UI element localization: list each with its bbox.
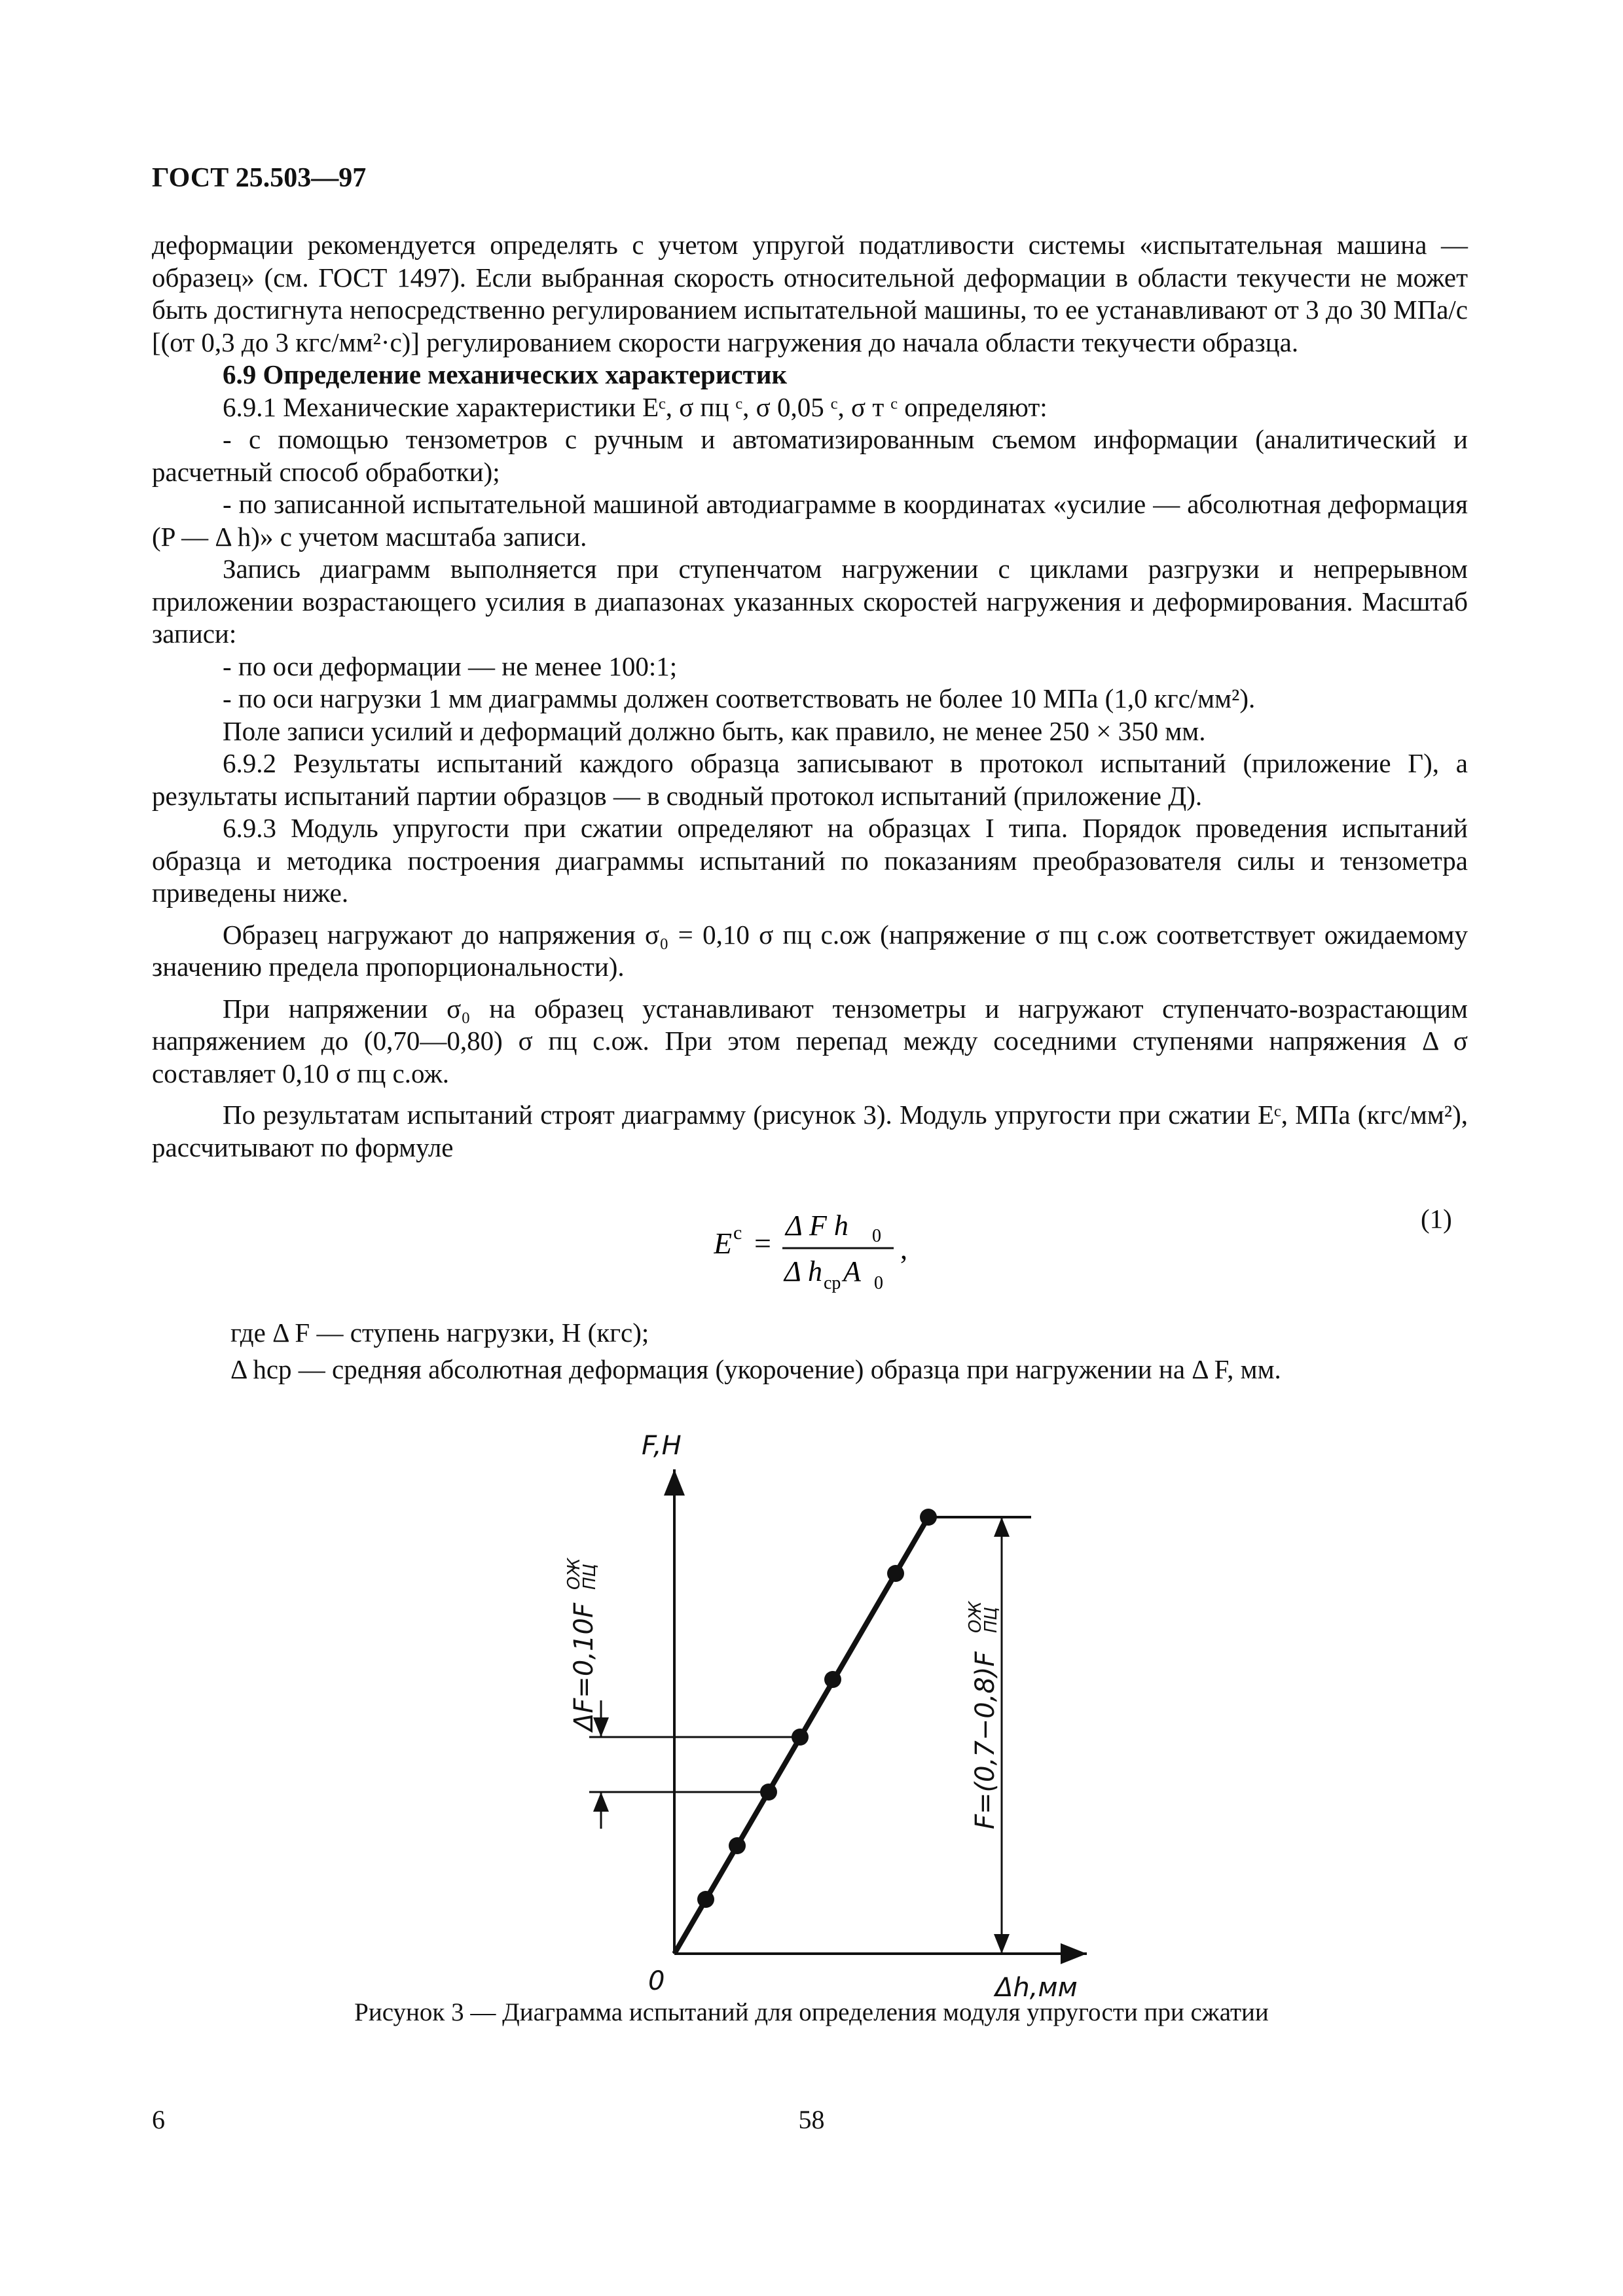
paragraph-6-9-3: 6.9.3 Модуль упругости при сжатии определяют на образцах I типа. Порядок проведения испытаний образца и методика построения диаграммы испытаний по показаниям преобразователя силы и тензометра приведены ниже.	[152, 813, 1468, 908]
formula-lhs: E	[714, 1227, 733, 1260]
range-label	[966, 1601, 1001, 1829]
figure-caption: Рисунок 3 — Диаграмма испытаний для определения модуля упругости при сжатии	[354, 1998, 1269, 2026]
data-point	[887, 1565, 904, 1582]
paragraph: Образец нагружают до напряжения σ₀ = 0,10 σ пц с.ож (напряжение σ пц с.ож соответствует ожидаемому значению предела пропорциональности).	[152, 919, 1468, 982]
range-label-main: F=(0,7−0,8)F	[970, 1651, 1000, 1829]
formula-numerator: Δ F h	[786, 1210, 848, 1242]
paragraph: При напряжении σ₀ на образец устанавливают тензометры и нагружают ступенчато-возрастающим напряжением до (0,70—0,80) σ пц с.ож. При этом перепад между соседними ступенями напряжения Δ σ составляет 0,10 σ пц с.ож.	[152, 993, 1468, 1088]
range-label-sup: ОЖ	[966, 1601, 985, 1633]
formula-lhs-sup: с	[733, 1222, 742, 1244]
formula-eq: =	[754, 1227, 771, 1260]
legend-item: где Δ F — ступень нагрузки, Н (кгс);	[230, 1318, 649, 1348]
formula-den-a: Δ h	[784, 1255, 823, 1287]
body-text	[152, 229, 1468, 1164]
formula-den-b: A	[843, 1255, 861, 1287]
origin-label: 0	[648, 1966, 665, 1996]
x-axis-label: Δh,мм	[995, 1973, 1078, 2003]
formula-legend	[230, 1314, 1474, 1388]
paragraph: По результатам испытаний строят диаграмму (рисунок 3). Модуль упругости при сжатии Eᶜ, МПа (кгс/мм²), рассчитывают по формуле	[152, 1100, 1468, 1162]
data-point	[920, 1509, 937, 1526]
formula-den-sub2: 0	[874, 1273, 883, 1293]
legend-item: Δ hср — средняя абсолютная деформация (укорочение) образца при нагружении на Δ F, мм.	[230, 1354, 1281, 1384]
list-item: - по оси деформации — не менее 100:1;	[223, 651, 678, 681]
load-line	[674, 1517, 928, 1954]
formula-number: (1)	[1421, 1204, 1452, 1234]
paragraph: Запись диаграмм выполняется при ступенчатом нагружении с циклами разгрузки и непрерывном приложении возрастающего усилия в диапазонах указанных скоростей нагружения и деформирования. Масштаб записи:	[152, 554, 1468, 649]
paragraph-6-9-2: 6.9.2 Результаты испытаний каждого образца записывают в протокол испытаний (приложение Г), а результаты испытаний партии образцов — в сводный протокол испытаний (приложение Д).	[152, 748, 1468, 811]
data-point	[824, 1671, 841, 1688]
formula-svg	[714, 1201, 962, 1306]
paragraph-continuation: деформации рекомендуется определять с учетом упругой податливости системы «испытательная машина — образец» (см. ГОСТ 1497). Если выбранная скорость относительной деформации в области текучести не может быть достигнута непосредственно регулированием испытательной машины, то ее устанавливают от 3 до 30 МПа/с [(от 0,3 до 3 кгс/мм²·с)] регулированием скорости нагружения до начала области текучести образца.	[152, 230, 1468, 357]
delta-f-label-sub: ПЦ	[580, 1564, 600, 1590]
delta-f-label	[564, 1558, 600, 1733]
data-points	[697, 1509, 937, 1908]
paragraph-6-9-1: 6.9.1 Механические характеристики Eᶜ, σ пц ᶜ, σ 0,05 ᶜ, σ т ᶜ определяют:	[223, 391, 1048, 422]
data-point	[697, 1891, 714, 1908]
delta-f-label-sup: ОЖ	[564, 1558, 584, 1590]
list-item: - с помощью тензометров с ручным и автоматизированным съемом информации (аналитический и расчетный способ обработки);	[152, 424, 1468, 487]
list-item: - по оси нагрузки 1 мм диаграммы должен соответствовать не более 10 МПа (1,0 кгс/мм²).	[223, 683, 1256, 713]
document-header: ГОСТ 25.503—97	[152, 163, 367, 193]
data-point	[792, 1729, 809, 1746]
page-number-left: 6	[152, 2105, 165, 2134]
data-point	[760, 1784, 777, 1801]
range-label-sub: ПЦ	[981, 1607, 1001, 1633]
delta-f-label-main: ΔF=0,10F	[569, 1603, 599, 1731]
paragraph: Поле записи усилий и деформаций должно быть, как правило, не менее 250 × 350 мм.	[223, 715, 1206, 746]
section-heading-6-9: 6.9 Определение механических характеристик	[223, 359, 788, 389]
formula-1	[714, 1201, 962, 1306]
formula-tail: ,	[900, 1233, 907, 1265]
y-axis-label: F,Н	[642, 1431, 682, 1461]
page-number-center: 58	[798, 2105, 825, 2134]
formula-den-sub1: ср	[824, 1273, 841, 1293]
formula-num-sub: 0	[872, 1226, 881, 1246]
data-point	[729, 1837, 746, 1854]
list-item: - по записанной испытательной машиной автодиаграмме в координатах «усилие — абсолютная деформация (P — Δ h)» с учетом масштаба записи.	[152, 489, 1468, 552]
